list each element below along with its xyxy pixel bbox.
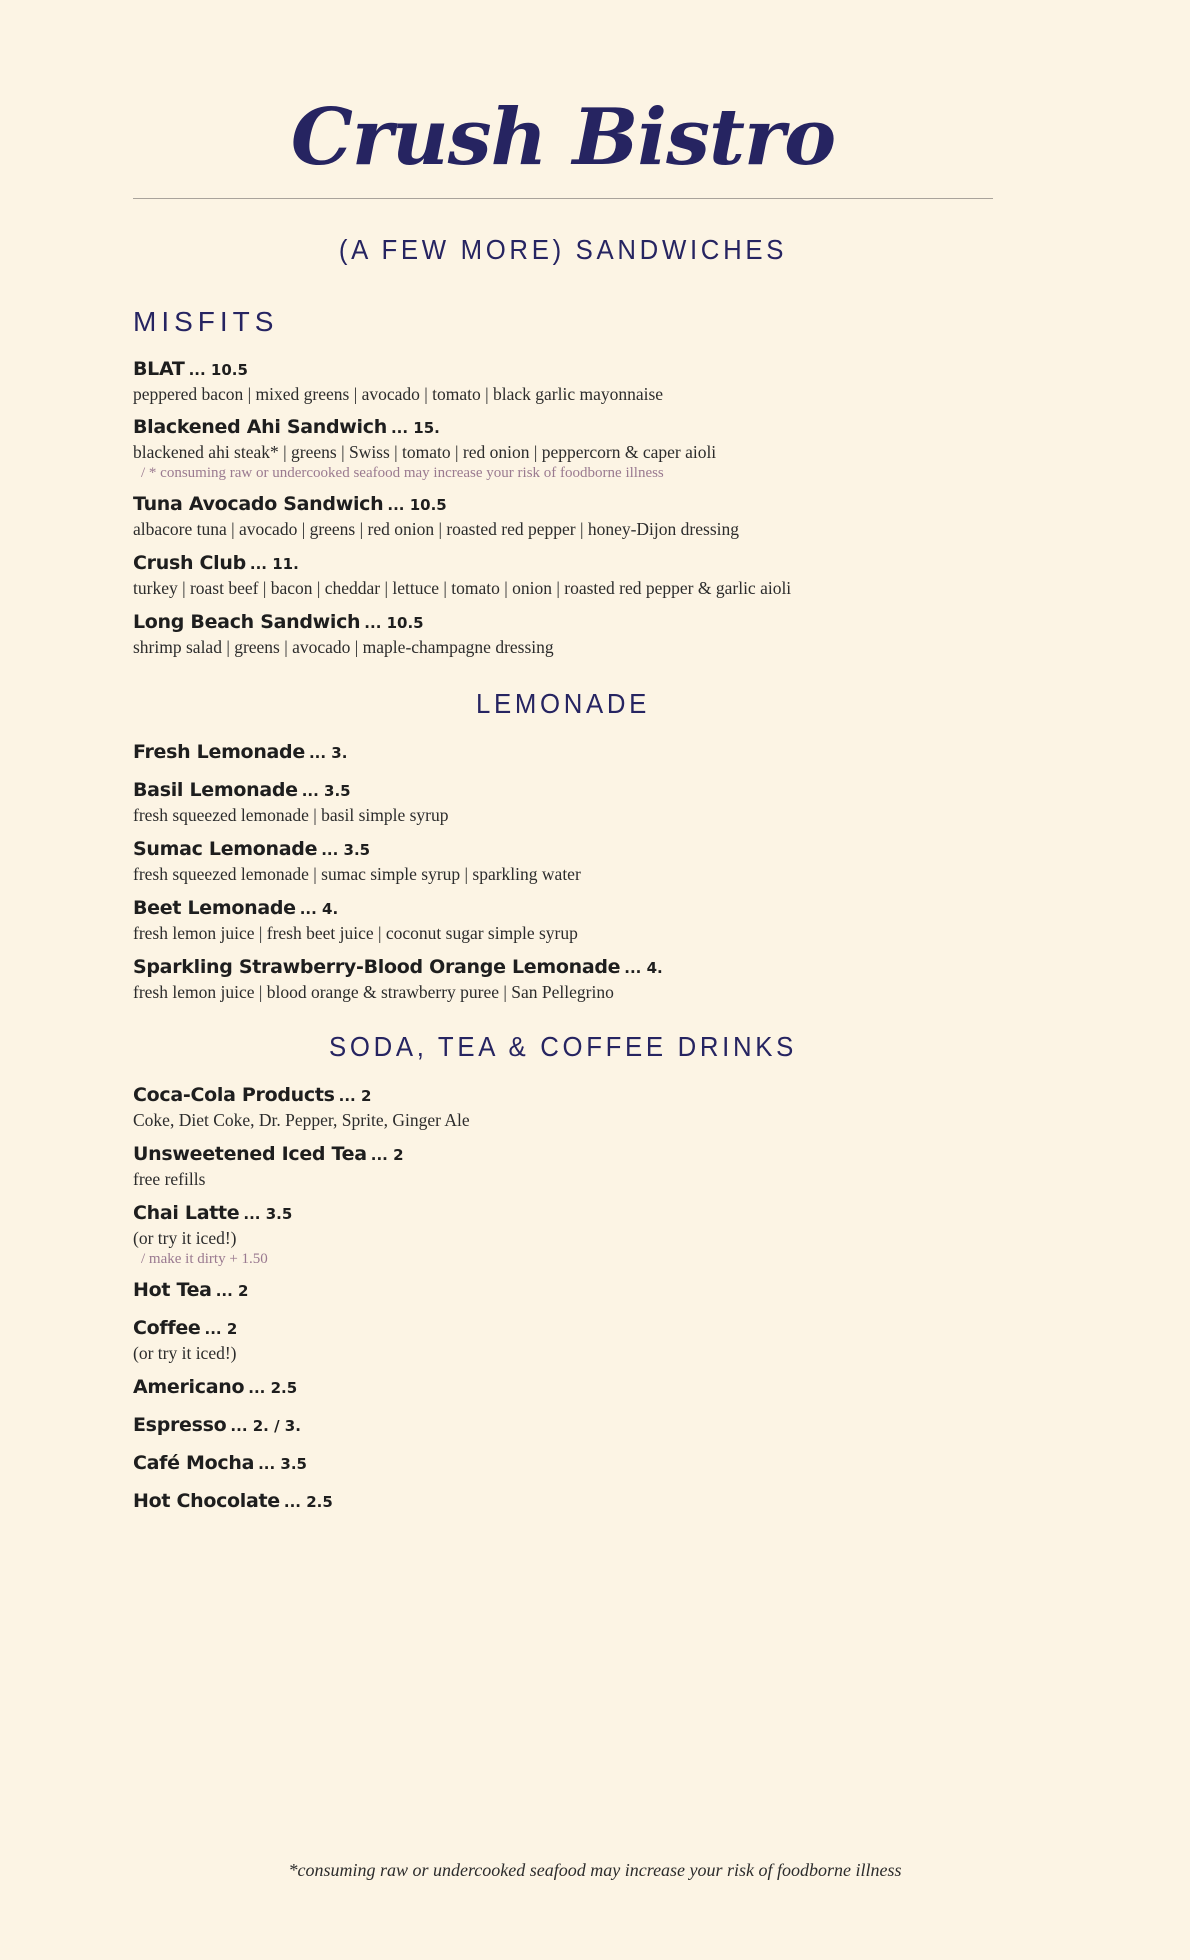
item-description: turkey | roast beef | bacon | cheddar | lettuce | tomato | onion | roasted red pepper & garlic aioli (133, 578, 792, 598)
item-name: Unsweetened Iced Tea (133, 1143, 367, 1165)
item-description: peppered bacon | mixed greens | avocado | tomato | black garlic mayonnaise (133, 384, 664, 404)
item-price: ... 3.5 (258, 1455, 307, 1473)
item-price: ... 2.5 (248, 1379, 298, 1397)
menu-item-crush-club (133, 551, 993, 599)
menu-item-sumac-lemonade (133, 837, 993, 885)
menu-item-iced-tea (133, 1142, 993, 1190)
item-name: Americano (133, 1376, 245, 1398)
menu-item-blackened-ahi (133, 415, 993, 483)
item-description: (or try it iced!) (133, 1228, 237, 1248)
item-price: ... 4. (624, 959, 663, 977)
item-name: Long Beach Sandwich (133, 611, 361, 633)
drinks-heading: SODA, TEA & COFFEE DRINKS (329, 1031, 797, 1062)
item-price: ... 2 (204, 1320, 238, 1338)
item-name: Chai Latte (133, 1202, 240, 1224)
item-description: fresh squeezed lemonade | basil simple syrup (133, 805, 449, 825)
menu-item-hot-tea (133, 1278, 993, 1304)
item-description: albacore tuna | avocado | greens | red onion | roasted red pepper | honey-Dijon dressing (133, 519, 739, 539)
item-name: Blackened Ahi Sandwich (133, 416, 387, 438)
page-title: (A FEW MORE) SANDWICHES (338, 234, 788, 265)
menu-item-fresh-lemonade (133, 740, 993, 766)
menu-item-cafe-mocha (133, 1451, 993, 1477)
item-price: ... 4. (299, 900, 339, 918)
menu-item-coffee (133, 1316, 993, 1364)
item-description: (or try it iced!) (133, 1343, 237, 1363)
item-description: free refills (133, 1169, 206, 1189)
menu-item-sparkling-lemonade (133, 955, 993, 1003)
item-price: ... 11. (249, 555, 299, 573)
item-name: Hot Tea (133, 1279, 212, 1301)
item-price: ... 2 (370, 1146, 404, 1164)
item-name: Beet Lemonade (133, 897, 296, 919)
item-price: ... 10.5 (364, 614, 424, 632)
menu-item-coca-cola (133, 1083, 993, 1131)
menu-item-long-beach (133, 610, 993, 658)
menu-item-tuna-avocado (133, 492, 993, 540)
item-name: Hot Chocolate (133, 1490, 280, 1512)
item-description: shrimp salad | greens | avocado | maple-champagne dressing (133, 637, 554, 657)
item-price: ... 2. / 3. (230, 1417, 301, 1435)
item-price: ... 3. (308, 744, 348, 762)
item-description: fresh squeezed lemonade | sumac simple syrup | sparkling water (133, 864, 581, 884)
item-name: Crush Club (133, 552, 246, 574)
item-price: ... 3.5 (321, 841, 371, 859)
item-description: blackened ahi steak* | greens | Swiss | tomato | red onion | peppercorn & caper aioli (133, 442, 717, 462)
menu-item-americano (133, 1375, 993, 1401)
item-name: Café Mocha (133, 1452, 255, 1474)
item-price: ... 3.5 (301, 782, 351, 800)
menu-item-beet-lemonade (133, 896, 993, 944)
menu-item-espresso (133, 1413, 993, 1439)
item-name: Coffee (133, 1317, 201, 1339)
item-price: ... 10.5 (188, 361, 248, 379)
footer-disclaimer: *consuming raw or undercooked seafood may increase your risk of foodborne illness (288, 1860, 902, 1880)
item-note: / make it dirty + 1.50 (141, 1251, 268, 1267)
item-price: ... 2.5 (283, 1493, 333, 1511)
item-name: Sparkling Strawberry-Blood Orange Lemonade (133, 956, 621, 978)
item-name: Espresso (133, 1414, 227, 1436)
item-description: fresh lemon juice | fresh beet juice | coconut sugar simple syrup (133, 923, 578, 943)
item-price: ... 15. (390, 419, 440, 437)
item-name: Coca-Cola Products (133, 1084, 335, 1106)
item-description: fresh lemon juice | blood orange & strawberry puree | San Pellegrino (133, 982, 614, 1002)
menu-item-hot-chocolate (133, 1489, 993, 1515)
header-divider (133, 198, 993, 199)
item-name: Basil Lemonade (133, 779, 298, 801)
item-name: Sumac Lemonade (133, 838, 318, 860)
item-price: ... 10.5 (387, 496, 447, 514)
item-description: Coke, Diet Coke, Dr. Pepper, Sprite, Ginger Ale (133, 1110, 470, 1130)
brand-logo: Crush Bistro (290, 92, 836, 183)
menu-item-blat (133, 357, 993, 405)
item-price: ... 2 (338, 1087, 372, 1105)
menu-item-basil-lemonade (133, 778, 993, 826)
item-price: ... 2 (215, 1282, 249, 1300)
item-name: Fresh Lemonade (133, 741, 305, 763)
item-name: Tuna Avocado Sandwich (133, 493, 384, 515)
item-price: ... 3.5 (243, 1205, 293, 1223)
item-note: / * consuming raw or undercooked seafood may increase your risk of foodborne illness (141, 465, 664, 481)
lemonade-heading: LEMONADE (475, 688, 651, 719)
misfits-heading: MISFITS (133, 306, 279, 337)
menu-item-chai-latte (133, 1201, 993, 1269)
item-name: BLAT (133, 358, 185, 380)
